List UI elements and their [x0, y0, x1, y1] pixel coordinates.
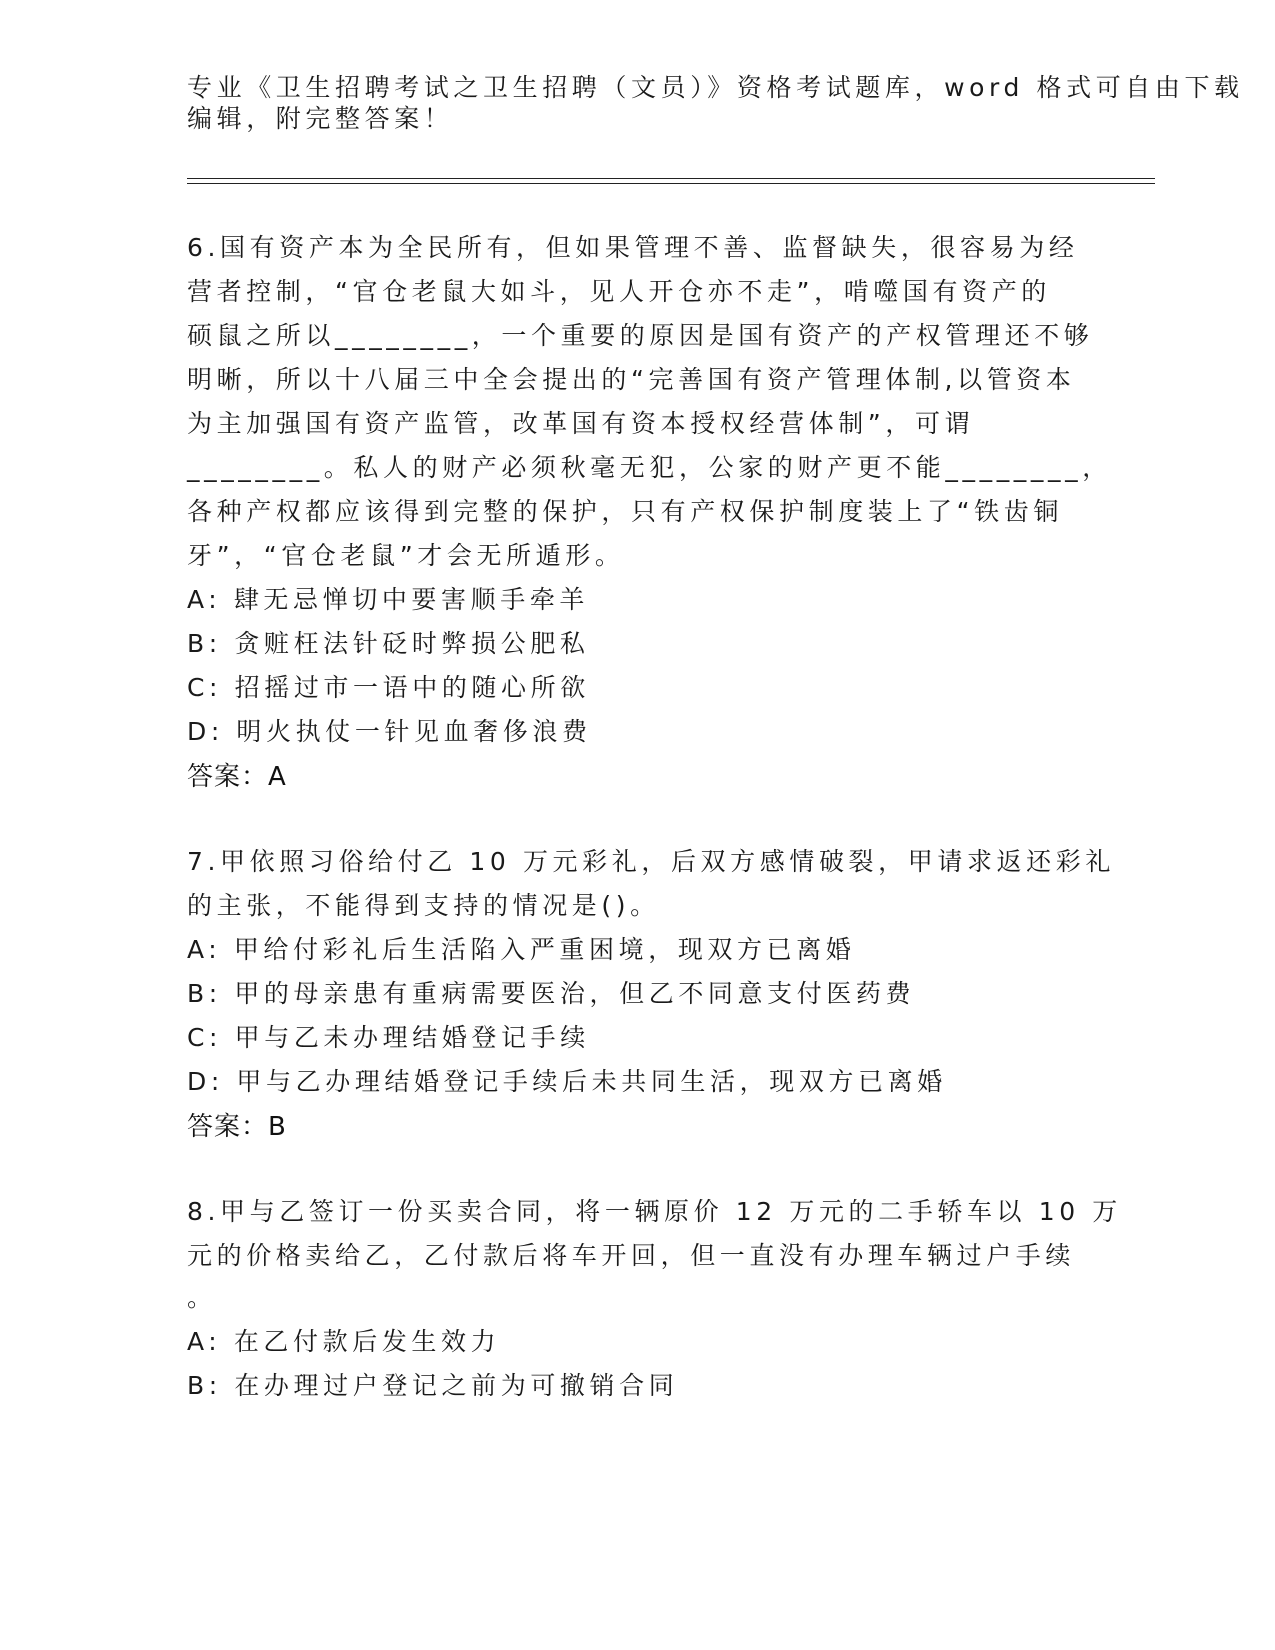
question-6-answer: 答案：A	[187, 762, 287, 792]
question-8-option-a: A: 在乙付款后发生效力	[187, 1327, 501, 1356]
question-8-option-b: B: 在办理过户登记之前为可撤销合同	[187, 1371, 679, 1400]
header-divider-bottom	[187, 183, 1155, 184]
question-6-option-d: D: 明火执仗一针见血奢侈浪费	[187, 717, 592, 746]
question-6-text-line: 各种产权都应该得到完整的保护，只有产权保护制度装上了“铁齿铜	[187, 497, 1063, 526]
question-7-option-d: D: 甲与乙办理结婚登记手续后未共同生活，现双方已离婚	[187, 1067, 947, 1096]
question-7-answer: 答案：B	[187, 1112, 287, 1142]
header-divider-top	[187, 178, 1155, 179]
question-7-option-c: C: 甲与乙未办理结婚登记手续	[187, 1023, 590, 1052]
question-8-text-line: 8.甲与乙签订一份买卖合同，将一辆原价 12 万元的二手轿车以 10 万	[187, 1197, 1122, 1226]
question-6-text-line: 明晰，所以十八届三中全会提出的“完善国有资产管理体制,以管资本	[187, 365, 1076, 394]
question-7-text-line: 的主张，不能得到支持的情况是()。	[187, 891, 660, 920]
question-8-text-line: 。	[187, 1283, 217, 1312]
question-8-text-line: 元的价格卖给乙，乙付款后将车开回，但一直没有办理车辆过户手续	[187, 1241, 1076, 1270]
question-6-option-b: B: 贪赃枉法针砭时弊损公肥私	[187, 629, 590, 658]
header-line-1: 专业《卫生招聘考试之卫生招聘（文员）》资格考试题库，word 格式可自由下载	[187, 73, 1244, 102]
question-6-text-line: 6.国有资产本为全民所有，但如果管理不善、监督缺失，很容易为经	[187, 233, 1079, 262]
header-line-2: 编辑，附完整答案！	[187, 104, 454, 133]
question-6-text-line: ________。私人的财产必须秋毫无犯，公家的财产更不能________，	[187, 453, 1112, 482]
document-header	[187, 72, 1244, 134]
question-6-text-line: 营者控制，“官仓老鼠大如斗，见人开仓亦不走”，啃噬国有资产的	[187, 277, 1051, 306]
question-6-text-line: 为主加强国有资产监管，改革国有资本授权经营体制”，可谓	[187, 409, 975, 438]
question-6-option-c: C: 招摇过市一语中的随心所欲	[187, 673, 590, 702]
question-7-text-line: 7.甲依照习俗给付乙 10 万元彩礼，后双方感情破裂，甲请求返还彩礼	[187, 847, 1115, 876]
question-6-text-line: 硕鼠之所以________，一个重要的原因是国有资产的产权管理还不够	[187, 321, 1094, 350]
question-7-option-b: B: 甲的母亲患有重病需要医治，但乙不同意支付医药费	[187, 979, 916, 1008]
question-7-option-a: A: 甲给付彩礼后生活陷入严重困境，现双方已离婚	[187, 935, 856, 964]
question-6-text-line: 牙”，“官仓老鼠”才会无所遁形。	[187, 541, 625, 570]
question-6-option-a: A: 肆无忌惮切中要害顺手牵羊	[187, 585, 590, 614]
